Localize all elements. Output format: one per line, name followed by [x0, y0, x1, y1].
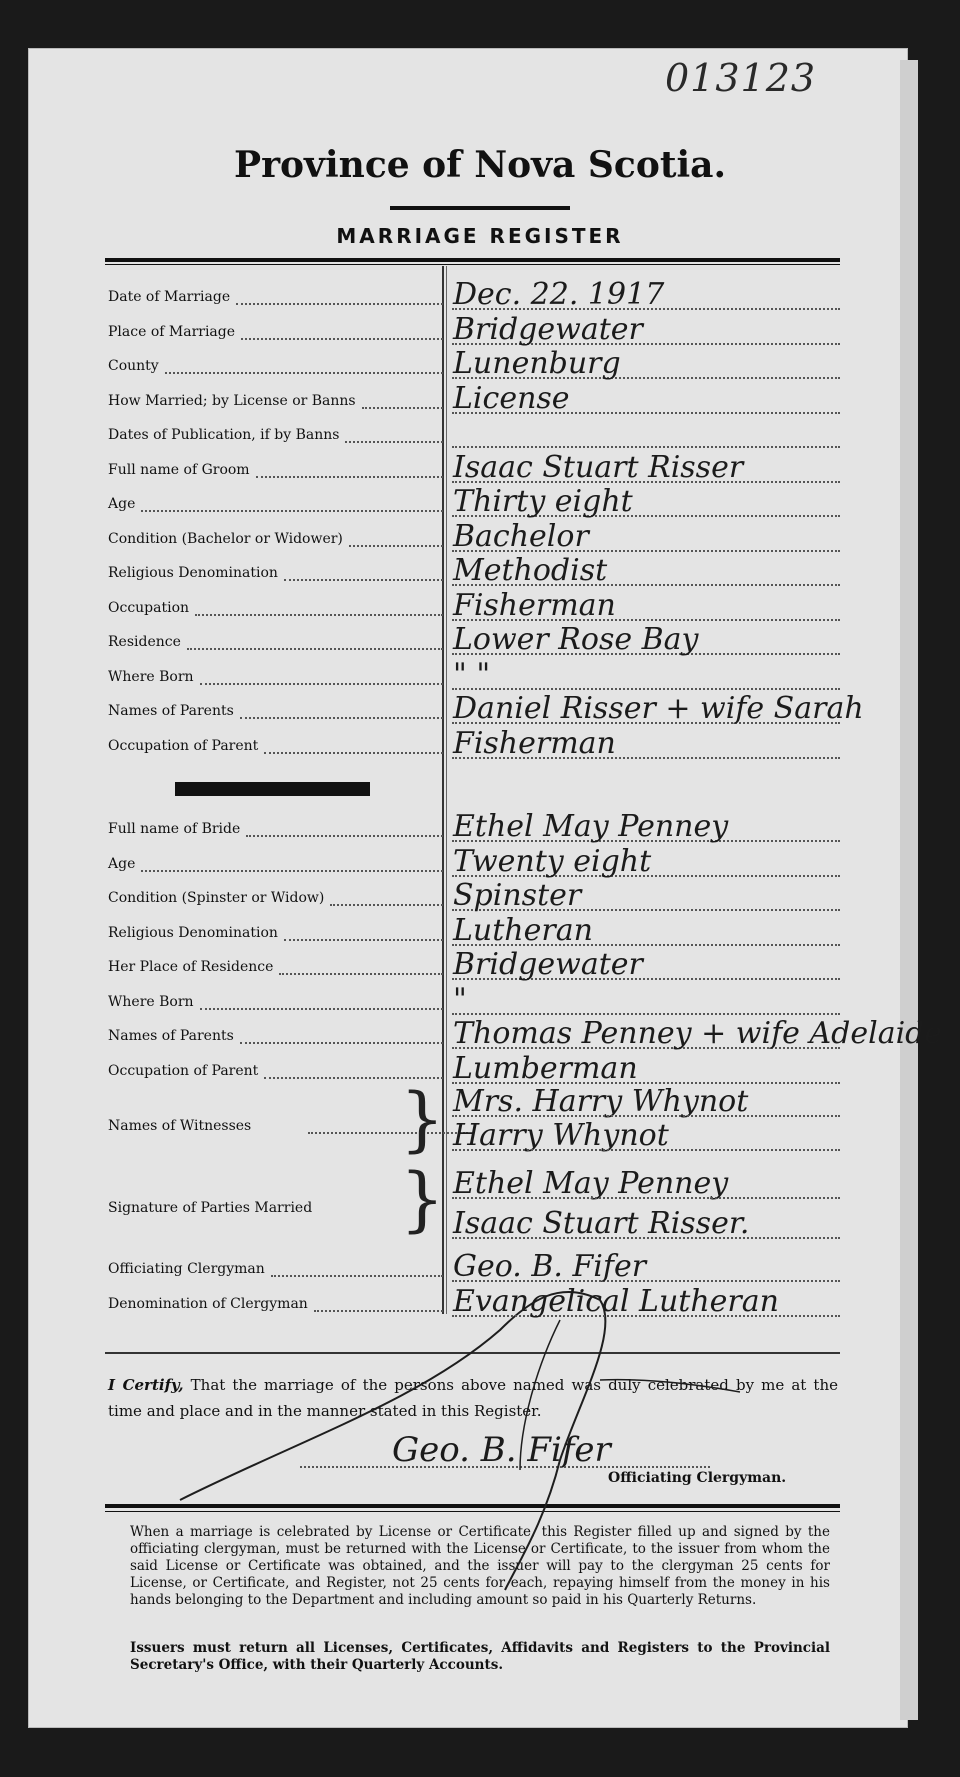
dotted-leader: [241, 338, 443, 340]
dotted-leader: [240, 717, 443, 719]
dotted-leader: [141, 510, 443, 512]
bride-field-value: Lumberman: [453, 1050, 638, 1086]
clergy-row: [108, 1283, 840, 1324]
dotted-leader: [349, 545, 443, 547]
bride-row: [108, 947, 840, 987]
groom-field-label: Condition (Bachelor or Widower): [108, 530, 343, 547]
header-rule-thin: [105, 264, 840, 265]
bride-field-value: Lutheran: [453, 912, 593, 948]
dotted-leader: [362, 407, 443, 409]
clergy-field-label: Officiating Clergyman: [108, 1261, 265, 1277]
witness-2-value: Harry Whynot: [453, 1118, 669, 1153]
certify-lead: I Certify,: [108, 1376, 184, 1394]
bride-field-value: Bridgewater: [453, 947, 643, 982]
groom-field-value: Fisherman: [453, 587, 616, 623]
groom-field-value: Fisherman: [453, 725, 616, 761]
groom-field-value: Isaac Stuart Risser: [453, 449, 744, 485]
groom-field-label: How Married; by License or Banns: [108, 392, 356, 409]
bride-field-label: Occupation of Parent: [108, 1062, 259, 1079]
bride-section-bar: [175, 782, 370, 796]
notice-rule: [105, 1504, 840, 1508]
dotted-leader: [330, 904, 443, 906]
clergy-signature: Geo. B. Fifer: [392, 1430, 611, 1470]
page-title: Province of Nova Scotia.: [234, 144, 726, 186]
instructions-notice: When a marriage is celebrated by License or Certificate, this Register filled up and signed by the officiating clergyman, must be returned with the License or Certificate, to the issuer from whom the said License or Certificate was obtained, and the issuer will pay to the clergyman 25 cents for License, or Certificate, and Register, not 25 cents for each, repaying himself from the money in his hands belonging to the Department and including amount so paid in his Quarterly Returns.: [130, 1524, 830, 1608]
bride-field-label: Names of Parents: [108, 1028, 234, 1044]
dotted-leader: [256, 476, 443, 478]
clergy-field-value: Geo. B. Fifer: [453, 1249, 647, 1284]
dotted-leader: [279, 973, 443, 975]
dotted-leader: [314, 1310, 443, 1312]
bride-row: [108, 1050, 840, 1091]
groom-field-label: Names of Parents: [108, 703, 234, 719]
page-edge: [900, 60, 918, 1720]
groom-field-label: Full name of Groom: [108, 461, 250, 478]
bride-field-label: Age: [108, 855, 136, 872]
dotted-leader: [264, 752, 443, 754]
dotted-line: [452, 446, 840, 448]
dotted-line: [452, 1237, 840, 1239]
bride-field-label: Where Born: [108, 993, 194, 1010]
groom-field-label: Occupation of Parent: [108, 737, 259, 754]
signature-2-value: Isaac Stuart Risser.: [453, 1206, 750, 1241]
groom-field-value: Daniel Risser + wife Sarah: [453, 691, 864, 726]
groom-field-value: Bridgewater: [453, 311, 643, 347]
bride-field-value: Thomas Penney + wife Adelaide: [453, 1016, 943, 1051]
dotted-leader: [284, 579, 443, 581]
groom-field-label: Age: [108, 496, 136, 512]
form-subtitle: MARRIAGE REGISTER: [336, 224, 624, 248]
dotted-leader: [165, 372, 443, 374]
dotted-leader: [187, 648, 443, 650]
certify-text: That the marriage of the persons above named was duly celebrated by me at the time and place and in the manner stated in this Register.: [108, 1376, 838, 1420]
witnesses-label: Names of Witnesses: [108, 1118, 252, 1134]
groom-field-label: Date of Marriage: [108, 289, 231, 305]
dotted-leader: [246, 835, 443, 837]
bride-field-value: Spinster: [453, 878, 582, 913]
witness-brace: }: [400, 1078, 445, 1160]
dotted-leader: [271, 1275, 443, 1277]
dotted-line: [452, 1013, 840, 1015]
signature-1-value: Ethel May Penney: [453, 1166, 729, 1201]
dotted-leader: [264, 1077, 443, 1079]
groom-row: [108, 380, 840, 421]
certify-statement: [108, 1372, 838, 1424]
groom-field-value: Methodist: [453, 553, 608, 588]
witness-1-value: Mrs. Harry Whynot: [453, 1084, 749, 1119]
bride-field-value: ": [453, 981, 467, 1017]
notice-rule-thin: [105, 1511, 840, 1512]
bride-field-label: Religious Denomination: [108, 924, 278, 941]
groom-row: [108, 725, 840, 766]
signature-label: Officiating Clergyman.: [608, 1470, 787, 1486]
groom-field-label: Where Born: [108, 668, 194, 685]
dotted-leader: [200, 683, 443, 685]
bride-field-value: Twenty eight: [453, 843, 652, 879]
bride-field-value: Ethel May Penney: [453, 809, 729, 844]
dotted-leader: [236, 303, 443, 305]
signature-brace: }: [400, 1158, 445, 1240]
groom-field-value: Lower Rose Bay: [453, 622, 699, 657]
groom-field-value: " ": [453, 656, 491, 692]
clergy-field-label: Denomination of Clergyman: [108, 1295, 308, 1312]
header-rule: [105, 258, 840, 262]
groom-field-value: License: [453, 380, 570, 416]
bride-field-label: Her Place of Residence: [108, 959, 274, 975]
groom-field-label: Occupation: [108, 599, 190, 616]
groom-field-value: Lunenburg: [453, 346, 621, 381]
title-divider: [390, 206, 570, 210]
certify-divider: [105, 1352, 840, 1354]
witness-row-2: [108, 1118, 840, 1158]
groom-field-value: Dec. 22. 1917: [453, 277, 665, 312]
groom-field-value: Thirty eight: [453, 484, 633, 519]
dotted-line: [452, 1149, 840, 1151]
document-number: 013123: [665, 56, 817, 100]
groom-field-label: Place of Marriage: [108, 323, 236, 340]
dotted-leader: [200, 1008, 443, 1010]
dotted-line: [452, 688, 840, 690]
signatures-label: Signature of Parties Married: [108, 1200, 313, 1216]
dotted-leader: [195, 614, 443, 616]
clergy-field-value: Evangelical Lutheran: [453, 1283, 779, 1319]
dotted-leader: [345, 441, 443, 443]
bride-field-label: Full name of Bride: [108, 821, 241, 837]
groom-field-label: Religious Denomination: [108, 565, 278, 581]
groom-field-label: Dates of Publication, if by Banns: [108, 427, 340, 443]
groom-field-label: Residence: [108, 634, 181, 650]
groom-field-value: Bachelor: [453, 518, 589, 554]
dotted-leader: [284, 939, 443, 941]
instructions-notice-bold: Issuers must return all Licenses, Certificates, Affidavits and Registers to the Provincial Secretary's Office, with their Quarterly Accounts.: [130, 1640, 830, 1673]
bride-field-label: Condition (Spinster or Widow): [108, 890, 325, 906]
dotted-leader: [240, 1042, 443, 1044]
dotted-leader: [141, 870, 443, 872]
groom-field-label: County: [108, 358, 159, 374]
signature-line: [300, 1466, 710, 1468]
